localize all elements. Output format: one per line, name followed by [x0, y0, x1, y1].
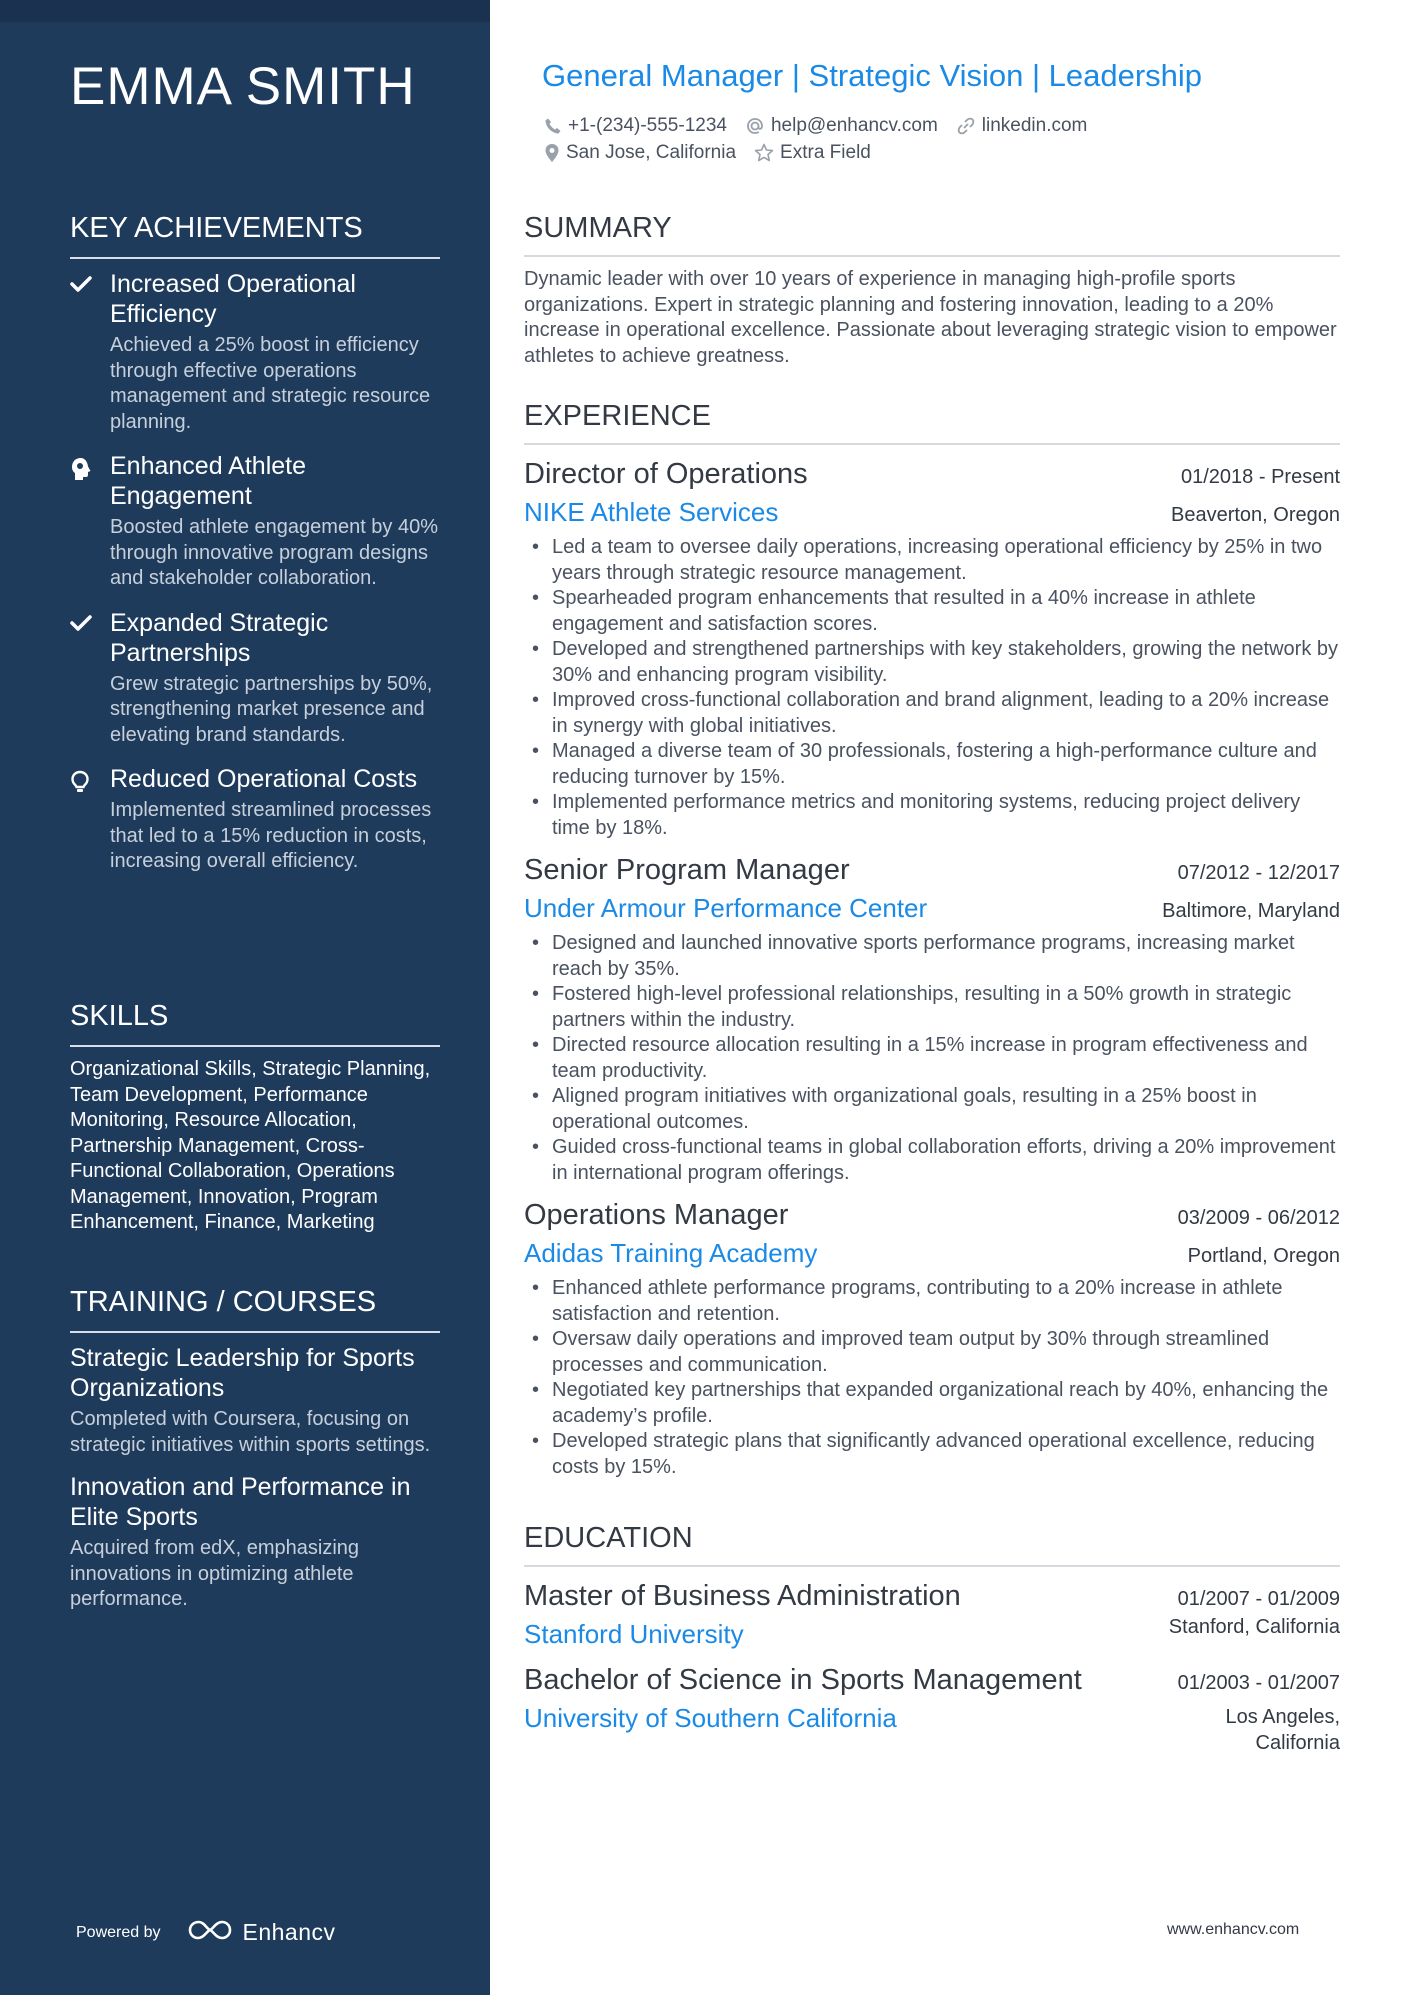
job-bullet: • Managed a diverse team of 30 professionals, fostering a high-performance culture and reducing turnover by 15%.	[524, 739, 1340, 790]
check-icon	[70, 269, 110, 293]
job-bullets	[524, 931, 1340, 1186]
job-location: Beaverton, Oregon	[1171, 504, 1340, 526]
degree-title: Master of Business Administration	[524, 1580, 961, 1612]
linkedin-text: linkedin.com	[981, 114, 1088, 136]
summary-section	[524, 212, 1340, 369]
job-bullet: • Negotiated key partnerships that expanded organizational reach by 40%, enhancing the academy’s profile.	[524, 1378, 1340, 1429]
achievement-title: Increased Operational Efficiency	[110, 270, 356, 328]
course-item	[70, 1343, 440, 1458]
job-title: Operations Manager	[524, 1199, 789, 1231]
job-bullet: • Aligned program initiatives with organizational goals, resulting in a 25% boost in operational outcomes.	[524, 1084, 1340, 1135]
job-bullet: • Guided cross-functional teams in global collaboration efforts, driving a 20% improvement in international program offerings.	[524, 1135, 1340, 1186]
job-bullet: • Led a team to oversee daily operations, increasing operational efficiency by 25% in two years through strategic resource management.	[524, 535, 1340, 586]
contact-linkedin[interactable]	[956, 115, 1088, 137]
job-entry	[524, 1196, 1340, 1480]
job-bullet: • Improved cross-functional collaboration and brand alignment, leading to a 20% increase in synergy with global initiatives.	[524, 688, 1340, 739]
job-bullets	[524, 1276, 1340, 1480]
achievement-item	[70, 451, 440, 592]
powered-by-label: Powered by	[76, 1923, 161, 1941]
course-description: Acquired from edX, emphasizing innovations in optimizing athlete performance.	[70, 1537, 360, 1610]
contact-email[interactable]	[745, 115, 938, 137]
skills-section	[70, 1000, 440, 1236]
education-entry	[524, 1661, 1340, 1756]
education-title: EDUCATION	[524, 1522, 1340, 1567]
course-description: Completed with Coursera, focusing on strategic initiatives within sports settings.	[70, 1408, 431, 1456]
achievement-description: Boosted athlete engagement by 40% through innovative program designs and stakeholder collaboration.	[110, 516, 439, 589]
job-bullet: • Developed strategic plans that significantly advanced operational excellence, reducing costs by 15%.	[524, 1429, 1340, 1480]
job-company: Under Armour Performance Center	[524, 893, 928, 923]
experience-section	[524, 400, 1340, 1490]
achievement-title: Expanded Strategic Partnerships	[110, 608, 329, 667]
job-dates: 03/2009 - 06/2012	[1177, 1207, 1340, 1229]
job-location: Baltimore, Maryland	[1162, 900, 1340, 922]
powered-by	[76, 1918, 336, 1947]
enhancv-brand-name[interactable]: Enhancv	[242, 1919, 336, 1945]
head-icon	[70, 451, 110, 481]
job-bullet: • Designed and launched innovative sports performance programs, increasing market reach by 35%.	[524, 931, 1340, 982]
school-name: University of Southern California	[524, 1703, 897, 1733]
website-link[interactable]: www.enhancv.com	[1167, 1921, 1300, 1938]
job-company: NIKE Athlete Services	[524, 497, 779, 527]
education-entry	[524, 1577, 1340, 1653]
candidate-name: EMMA SMITH	[70, 57, 416, 116]
sidebar-top-band	[0, 0, 490, 22]
contact-location	[544, 142, 736, 164]
course-title: Innovation and Performance in Elite Sports	[70, 1473, 411, 1531]
achievement-item	[70, 764, 440, 875]
summary-text: Dynamic leader with over 10 years of experience in managing high-profile sports organizations. Expert in strategic planning and fostering innovation, leading to a 20% increase in operational excellence. Passionate about leveraging strategic vision to empower athletes to achieve greatness.	[524, 268, 1337, 367]
job-location: Portland, Oregon	[1187, 1245, 1340, 1267]
achievement-title: Reduced Operational Costs	[110, 765, 418, 793]
phone-icon	[544, 117, 562, 135]
headline: General Manager | Strategic Vision | Leadership	[542, 58, 1203, 93]
email-text: help@enhancv.com	[770, 114, 938, 136]
education-dates: 01/2007 - 01/2009	[1177, 1588, 1340, 1610]
job-company: Adidas Training Academy	[524, 1238, 818, 1268]
job-dates: 07/2012 - 12/2017	[1177, 862, 1340, 884]
contact-info	[544, 112, 1324, 166]
job-bullet: • Oversaw daily operations and improved team output by 30% through streamlined processes and communication.	[524, 1327, 1340, 1378]
education-section	[524, 1522, 1340, 1764]
location-pin-icon	[544, 143, 560, 163]
job-bullet: • Enhanced athlete performance programs, contributing to a 20% increase in athlete satisfaction and retention.	[524, 1276, 1340, 1327]
education-location	[1225, 1699, 1340, 1756]
job-entry	[524, 851, 1340, 1186]
contact-extra	[754, 142, 871, 164]
achievement-item	[70, 608, 440, 749]
skills-list: Organizational Skills, Strategic Planning, Team Development, Performance Monitoring, Resource Allocation, Partnership Management, Cross-Functional Collaboration, Operations Management, Innovation, Program Enhancement, Finance, Marketing	[70, 1058, 431, 1233]
job-title: Senior Program Manager	[524, 854, 850, 886]
education-location-line: California	[1255, 1731, 1340, 1754]
education-location-line: Los Angeles,	[1225, 1706, 1340, 1728]
enhancv-logo-icon[interactable]	[187, 1918, 233, 1947]
job-bullet: • Developed and strengthened partnerships with key stakeholders, growing the network by 30% and enhancing program visibility.	[524, 637, 1340, 688]
degree-title: Bachelor of Science in Sports Management	[524, 1664, 1082, 1696]
extra-field-text: Extra Field	[780, 141, 871, 163]
job-title: Director of Operations	[524, 458, 808, 490]
experience-title: EXPERIENCE	[524, 400, 1340, 445]
skills-title: SKILLS	[70, 1000, 440, 1047]
course-title: Strategic Leadership for Sports Organizations	[70, 1344, 415, 1402]
job-bullet: • Implemented performance metrics and monitoring systems, reducing project delivery time by 18%.	[524, 790, 1340, 841]
training-section	[70, 1286, 440, 1627]
sidebar	[0, 0, 490, 1995]
job-bullet: • Directed resource allocation resulting in a 15% increase in program effectiveness and team productivity.	[524, 1033, 1340, 1084]
job-bullet: • Fostered high-level professional relationships, resulting in a 50% growth in strategic partners within the industry.	[524, 982, 1340, 1033]
location-text: San Jose, California	[566, 141, 737, 163]
contact-phone[interactable]	[544, 115, 727, 137]
achievement-description: Implemented streamlined processes that led to a 15% reduction in costs, increasing overall efficiency.	[110, 799, 432, 872]
achievement-description: Grew strategic partnerships by 50%, strengthening market presence and elevating brand standards.	[110, 672, 433, 746]
training-title: TRAINING / COURSES	[70, 1286, 440, 1333]
job-bullet: • Spearheaded program enhancements that resulted in a 40% increase in athlete engagement and satisfaction scores.	[524, 586, 1340, 637]
school-name: Stanford University	[524, 1619, 744, 1649]
check-icon	[70, 608, 110, 632]
job-dates: 01/2018 - Present	[1181, 466, 1340, 488]
summary-title: SUMMARY	[524, 212, 1340, 257]
education-location	[1169, 1615, 1340, 1641]
achievement-item	[70, 269, 440, 435]
education-location-line: Stanford, California	[1168, 1616, 1340, 1638]
job-bullets	[524, 535, 1340, 841]
star-icon	[754, 143, 774, 163]
achievement-title: Enhanced Athlete Engagement	[110, 452, 306, 510]
job-entry	[524, 455, 1340, 841]
at-sign-icon	[745, 116, 765, 136]
link-icon	[956, 116, 976, 136]
phone-text: +1-(234)-555-1234	[568, 114, 727, 136]
education-dates: 01/2003 - 01/2007	[1177, 1672, 1340, 1694]
lightbulb-icon	[70, 764, 110, 794]
key-achievements-title: KEY ACHIEVEMENTS	[70, 212, 440, 259]
achievement-description: Achieved a 25% boost in efficiency through effective operations management and strategic resource planning.	[110, 334, 431, 433]
course-item	[70, 1472, 440, 1613]
key-achievements-section	[70, 212, 440, 891]
